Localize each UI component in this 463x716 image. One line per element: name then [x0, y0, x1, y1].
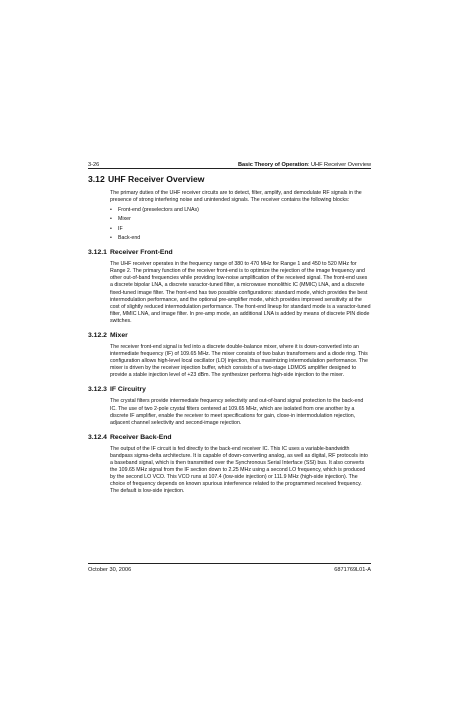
page-header [88, 158, 371, 168]
subsection-heading [88, 249, 371, 256]
header-page-number: 3-26 [88, 162, 100, 168]
bullet-icon: • [110, 235, 112, 242]
subsection-body: The UHF receiver operates in the frequency range of 380 to 470 MHz for Range 1 and 450 to 520 MHz for Range 2. The primary function of the receiver front-end is to optimize the rejection of the image frequency and other out-of-band frequencies while providing low-noise amplification of the received signal. The front-end uses a discrete bipolar LNA, a discrete varactor-tuned filter, a microwave monolithic IC (MMIC) LNA, and a discrete fixed-tuned image filter. The front-end has two possible configurations: standard mode, which provides the best intermodulation performance, and the optional pre-amplifier mode, which provides improved sensitivity at the cost of slightly reduced intermodulation performance. The front-end lineup for standard mode is a varactor-tuned filter, MMIC LNA, and image filter. In pre-amp mode, an additional LNA is added by means of discrete PIN diode switches. [110, 261, 371, 324]
bullet-icon: • [110, 225, 112, 232]
subsection-body: The receiver front-end signal is fed into a discrete double-balance mixer, where it is down-converted into an intermediate frequency (IF) of 109.65 MHz. The mixer consists of two balun transformers and a diode ring. This configuration allows high-level local oscillator (LO) injection, thus maximizing intermodulation performance. The mixer is driven by the receiver injection buffer, which consists of a two-stage LDMOS amplifier designed to provide a stable injection level of +23 dBm. The synthesizer performs high-side injection to the mixer. [110, 343, 368, 379]
header-section-bold: Basic Theory of Operation [237, 162, 308, 168]
subsection-number: 3.12.3 [88, 386, 107, 394]
subsection-title: Receiver Back-End [110, 433, 172, 441]
list-item: • Back-end [110, 235, 141, 242]
subsection-heading [88, 434, 371, 441]
section-number: 3.12 [88, 174, 105, 184]
footer-date: October 30, 2006 [88, 567, 132, 573]
footer-rule [88, 563, 371, 564]
footer-doc-number: 6871769L01-A [334, 567, 371, 573]
section-heading [88, 174, 371, 184]
header-section-rest: : UHF Receiver Overview [307, 162, 371, 168]
subsection-number: 3.12.4 [88, 433, 107, 441]
subsection-title: IF Circuitry [110, 386, 146, 394]
section-title: UHF Receiver Overview [108, 174, 205, 184]
subsection-number: 3.12.2 [88, 331, 107, 339]
subsection-heading [88, 386, 371, 393]
header-rule [88, 168, 371, 169]
list-item: • Mixer [110, 216, 131, 223]
block-list [110, 207, 371, 242]
subsection-title: Mixer [110, 331, 128, 339]
page-footer [88, 567, 371, 573]
section-intro: The primary duties of the UHF receiver circuits are to detect, filter, amplify, and demodulate RF signals in the presence of strong interfering noise and unintended signals. The receiver contains the following blocks: [110, 190, 362, 204]
list-item: • IF [110, 225, 123, 232]
bullet-icon: • [110, 207, 112, 214]
list-item: • Front-end (preselectors and LNAs) [110, 207, 199, 214]
bullet-icon: • [110, 216, 112, 223]
subsection-heading [88, 332, 371, 339]
subsection-title: Receiver Front-End [110, 249, 173, 257]
page-content [88, 174, 371, 495]
subsection-body: The crystal filters provide intermediate frequency selectivity and out-of-band signal protection to the back-end IC. The use of two 2-pole crystal filters centered at 109.65 MHz, which are isolated from one another by a discrete IF amplifier, enable the receiver to meet specifications for gain, close-in intermodulation rejection, adjacent channel selectivity and second-image rejection. [110, 398, 364, 426]
subsection-number: 3.12.1 [88, 249, 107, 257]
subsection-body: The output of the IF circuit is fed directly to the back-end receiver IC. This IC uses a variable-bandwidth bandpass sigma-delta architecture. It is capable of down-converting analog, as well as digital, RF protocols into a baseband signal, which is then transmitted over the Synchronous Serial Interface (SSI) bus. It also converts the 109.65 MHz signal from the IF section down to 2.25 MHz using a second LO frequency, which is produced by the second LO VCO. This VCO runs at 107.4 (low-side injection) or 111.9 MHz (high-side injection). The choice of frequency depends on known spurious interference related to the programmed received frequency. The default is low-side injection. [110, 445, 368, 495]
